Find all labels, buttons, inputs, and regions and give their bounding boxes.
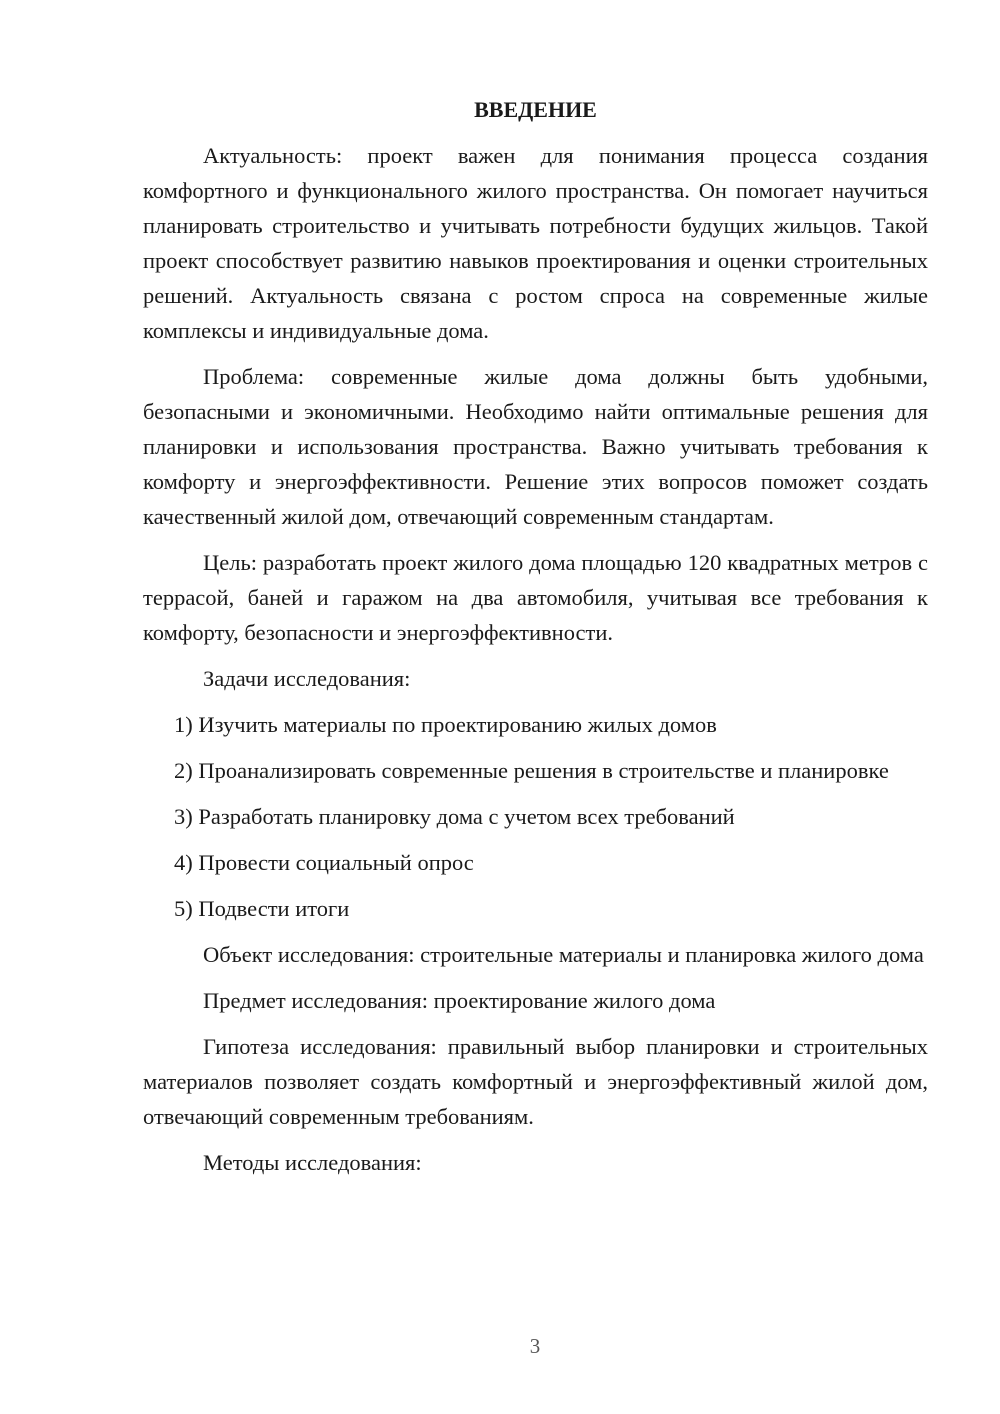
tasks-heading: Задачи исследования: [203,666,411,691]
page-number: 3 [529,1334,541,1358]
page-title: ВВЕДЕНИЕ [474,97,597,122]
goal-paragraph: Цель: разработать проект жилого дома площадью 120 квадратных метров с террасой, баней и гаражом на два автомобиля, учитывая все требования к комфорту, безопасности и энергоэффективности. [143,550,928,645]
relevance-paragraph: Актуальность: проект важен для понимания процесса создания комфортного и функционального жилого пространства. Он помогает научиться планировать строительство и учитывать потребности будущих жильцов. Такой проект способствует развитию навыков проектирования и оценки строительных решений. Актуальность связана с ростом спроса на современные жилые комплексы и индивидуальные дома. [143,143,928,343]
object-paragraph: Объект исследования: строительные материалы и планировка жилого дома [203,942,924,967]
task-item-5: 5) Подвести итоги [174,896,350,921]
hypothesis-paragraph: Гипотеза исследования: правильный выбор планировки и строительных материалов позволяет создать комфортный и энергоэффективный жилой дом, отвечающий современным требованиям. [143,1034,928,1129]
methods-heading: Методы исследования: [203,1150,422,1175]
document-page [143,92,928,1191]
problem-paragraph: Проблема: современные жилые дома должны быть удобными, безопасными и экономичными. Необходимо найти оптимальные решения для планировки и использования пространства. Важно учитывать требования к комфорту и энергоэффективности. Решение этих вопросов поможет создать качественный жилой дом, отвечающий современным стандартам. [143,364,928,529]
task-item-3: 3) Разработать планировку дома с учетом всех требований [174,804,735,829]
subject-paragraph: Предмет исследования: проектирование жилого дома [203,988,716,1013]
task-item-4: 4) Провести социальный опрос [174,850,474,875]
task-item-2: 2) Проанализировать современные решения в строительстве и планировке [174,758,889,783]
task-item-1: 1) Изучить материалы по проектированию жилых домов [174,712,717,737]
